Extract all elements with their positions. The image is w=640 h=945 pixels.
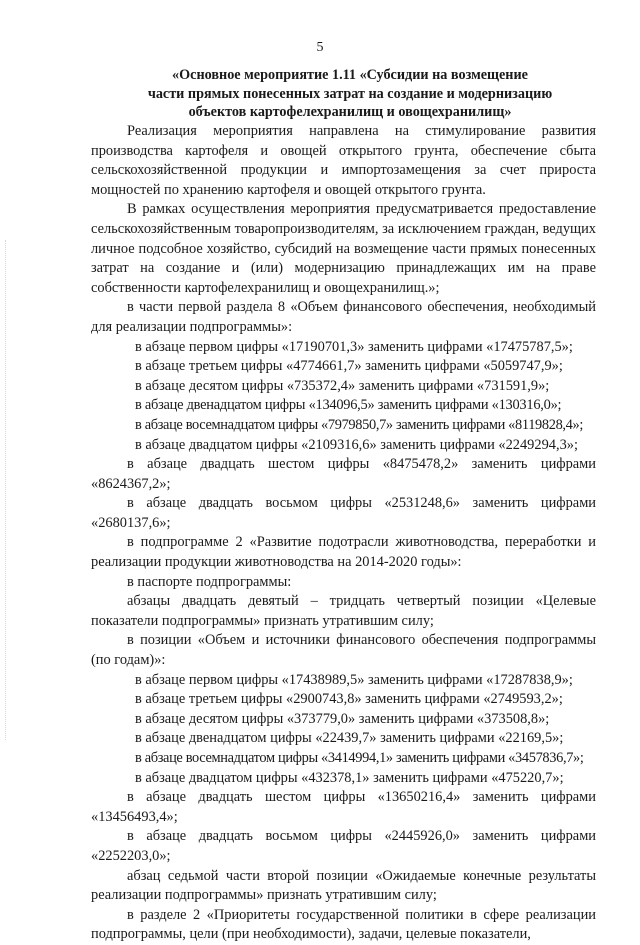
scan-margin-line bbox=[5, 240, 6, 740]
document-body bbox=[91, 122, 596, 945]
heading-line-2: части прямых понесенных затрат на создание и модернизацию bbox=[147, 85, 553, 102]
amendment-item: в абзаце двадцать шестом цифры «13650216,4» заменить цифрами «13456493,4»; bbox=[91, 789, 596, 825]
amendment-item: в абзаце восемнадцатом цифры «7979850,7» заменить цифрами «8119828,4»; bbox=[135, 416, 584, 433]
amendment-item: в абзаце первом цифры «17438989,5» заменить цифрами «17287838,9»; bbox=[135, 671, 573, 688]
amendment-item: в абзаце десятом цифры «373779,0» заменить цифрами «373508,8»; bbox=[135, 710, 550, 727]
amendment-item: в абзаце двенадцатом цифры «134096,5» заменить цифрами «130316,0»; bbox=[135, 397, 562, 414]
amendment-item: в абзаце двадцатом цифры «2109316,6» заменить цифрами «2249294,3»; bbox=[135, 436, 578, 453]
amendment-item: в абзаце двадцать шестом цифры «8475478,2» заменить цифрами «8624367,2»; bbox=[91, 456, 596, 492]
amendment-item: в абзаце первом цифры «17190701,3» заменить цифрами «17475787,5»; bbox=[135, 338, 573, 355]
paragraph-section2-intro: в разделе 2 «Приоритеты государственной политики в сфере реализации подпрограммы, цели (при необходимости), задачи, целевые показатели, bbox=[91, 906, 596, 943]
amendment-item: в абзаце восемнадцатом цифры «3414994,1» заменить цифрами «3457836,7»; bbox=[135, 750, 584, 766]
amendment-item: в абзаце третьем цифры «2900743,8» заменить цифрами «2749593,2»; bbox=[135, 691, 563, 708]
paragraph-subsidy-scope: В рамках осуществления мероприятия предусматривается предоставление сельскохозяйственным товаропроизводителям, за исключением граждан, ведущих личное подсобное хозяйство, субсидий на возмещение части прямых понесенных затрат на создание и (или) модернизацию принадлежащих им на праве собственности картофелехранилищ и овощехранилищ.»; bbox=[91, 201, 596, 296]
heading-line-3: объектов картофелехранилищ и овощехранилищ» bbox=[188, 104, 512, 121]
paragraph-subprogram2-intro: в подпрограмме 2 «Развитие подотрасли животноводства, переработки и реализации продукции животноводства на 2014-2020 годы»: bbox=[91, 534, 596, 571]
section-heading bbox=[90, 66, 610, 122]
paragraph-purpose: Реализация мероприятия направлена на стимулирование развития производства картофеля и овощей открытого грунта, обеспечение сбыта сельскохозяйственной продукции и импортозамещения за счет прироста мощностей по хранению картофеля и овощей открытого грунта. bbox=[91, 123, 596, 198]
page-number: 5 bbox=[316, 40, 324, 55]
amendment-item: в абзаце двадцать восьмом цифры «2445926,0» заменить цифрами «2252203,0»; bbox=[91, 828, 596, 864]
amendment-item: в абзаце двадцатом цифры «432378,1» заменить цифрами «475220,7»; bbox=[135, 769, 564, 786]
heading-line-1: «Основное мероприятие 1.11 «Субсидии на возмещение bbox=[172, 67, 528, 83]
paragraph-funding-position: в позиции «Объем и источники финансового обеспечения подпрограммы (по годам)»: bbox=[91, 632, 596, 669]
amendment-item: в абзаце третьем цифры «4774661,7» заменить цифрами «5059747,9»; bbox=[135, 358, 563, 375]
paragraph-results-void: абзац седьмой части второй позиции «Ожидаемые конечные результаты реализации подпрограммы» признать утратившим силу; bbox=[91, 867, 596, 904]
paragraph-section8-intro: в части первой раздела 8 «Объем финансового обеспечения, необходимый для реализации подпрограммы»: bbox=[91, 299, 596, 335]
paragraph-passport: в паспорте подпрограммы: bbox=[127, 573, 292, 590]
amendment-item: в абзаце двенадцатом цифры «22439,7» заменить цифрами «22169,5»; bbox=[135, 730, 564, 747]
amendment-item: в абзаце двадцать восьмом цифры «2531248,6» заменить цифрами «2680137,6»; bbox=[91, 495, 596, 531]
paragraph-targets-void: абзацы двадцать девятый – тридцать четвертый позиции «Целевые показатели подпрограммы» признать утратившим силу; bbox=[91, 593, 596, 629]
amendment-item: в абзаце десятом цифры «735372,4» заменить цифрами «731591,9»; bbox=[135, 377, 550, 394]
